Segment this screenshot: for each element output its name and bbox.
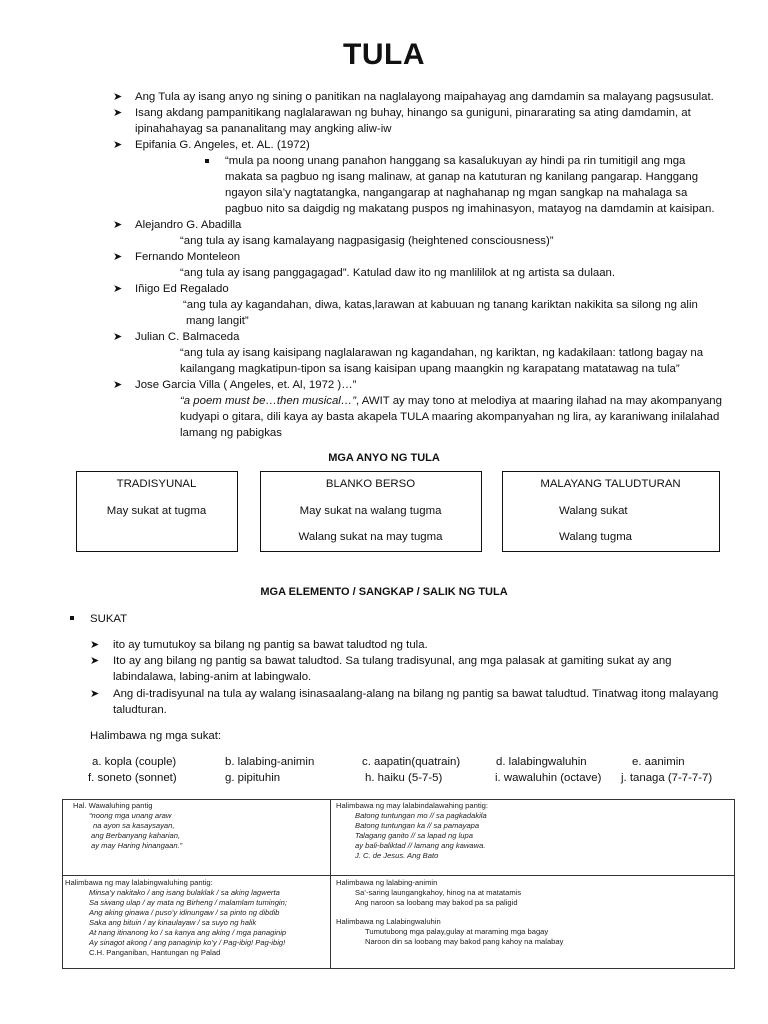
poem-line: Minsa’y nakitako / ang isang bulaklak / sa aking lagwerta <box>89 888 280 897</box>
example-item: d. lalabingwaluhin <box>496 756 587 768</box>
box-line: Walang sukat <box>559 505 628 517</box>
author-name: Alejandro G. Abadilla <box>135 219 242 231</box>
arrow-bullet-icon: ➤ <box>113 139 123 151</box>
square-bullet-icon <box>70 616 74 620</box>
box-line: May sukat na walang tugma <box>299 505 442 517</box>
quote-line: “ang tula ay isang kamalayang nagpasigasig (heightened consciousness)” <box>180 235 554 247</box>
poem-credit: J. C. de Jesus. Ang Bato <box>355 851 439 860</box>
table-divider <box>63 875 734 876</box>
arrow-bullet-icon: ➤ <box>113 91 123 103</box>
arrow-bullet-icon: ➤ <box>113 379 123 391</box>
poem-line: Ang naroon sa loobang may bakod pa sa paligid <box>355 898 518 907</box>
page-title: TULA <box>343 38 425 71</box>
example-item: b. lalabing-animin <box>225 756 315 768</box>
box-title: TRADISYUNAL <box>116 478 197 490</box>
author-name: Jose Garcia Villa ( Angeles, et. Al, 1972 )…” <box>135 379 357 391</box>
example-item: c. aapatin(quatrain) <box>362 756 461 768</box>
arrow-bullet-icon: ➤ <box>113 331 123 343</box>
poem-line: na ayon sa kasaysayan, <box>93 821 175 830</box>
box-title: MALAYANG TALUDTURAN <box>540 478 681 490</box>
definition-line: ipinahahayag sa pananalitang may angking aliw-iw <box>135 123 392 135</box>
poem-line: Batong tuntungan mo // sa pagkadakila <box>355 811 487 820</box>
section-heading-anyo: MGA ANYO NG TULA <box>328 452 440 464</box>
anyo-box-malayang-taludturan <box>502 471 720 552</box>
author-name: Epifania G. Angeles, et. AL. (1972) <box>135 139 310 151</box>
quote-continuation: , AWIT ay may tono at melodiya at maaring ilahad na may akompanyang <box>356 395 722 407</box>
poem-line: Sa’-saring laungangkahoy, hinog na at matatamis <box>355 888 522 897</box>
example-item: h. haiku (5-7-5) <box>365 772 443 784</box>
box-line: May sukat at tugma <box>106 505 207 517</box>
example-item: g. pipituhin <box>225 772 281 784</box>
arrow-bullet-icon: ➤ <box>113 219 123 231</box>
example-item: a. kopla (couple) <box>92 756 177 768</box>
box-line: Walang sukat na may tugma <box>298 531 443 543</box>
example-item: e. aanimin <box>632 756 685 768</box>
sukat-line: taludturan. <box>113 704 167 716</box>
arrow-bullet-icon: ➤ <box>113 251 123 263</box>
poem-line: Naroon din sa loobang may bakod pang kahoy na malabay <box>365 937 564 946</box>
arrow-bullet-icon: ➤ <box>90 639 100 651</box>
poem-line: ay may Haring hinangaan.” <box>91 841 183 850</box>
cell-title: Halimbawa ng may lalabingwaluhing pantig: <box>65 878 213 887</box>
section-heading-elemento: MGA ELEMENTO / SANGKAP / SALIK NG TULA <box>260 586 508 598</box>
poem-line: Batong tuntungan ka // sa pamayapa <box>355 821 480 830</box>
arrow-bullet-icon: ➤ <box>113 283 123 295</box>
examples-label: Halimbawa ng mga sukat: <box>90 730 222 742</box>
quote-line: mang langit” <box>186 315 249 327</box>
anyo-box-tradisyunal <box>76 471 238 552</box>
examples-table <box>62 799 735 969</box>
quote-line: lamang ng pabigkas <box>180 427 282 439</box>
sukat-line: Ang di-tradisyunal na tula ay walang isinasaalang-alang na bilang ng pantig sa bawat taludtud. Tinatwag itong malayang <box>113 688 719 700</box>
quote-line: makata sa pagbuo ng isang malinaw, at ganap na katuturan ng kanilang pangarap. Hanggang <box>225 171 699 183</box>
poem-line: Ay sinagot akong / ang panaginip ko’y / Pag-ibig! Pag-ibig! <box>89 938 286 947</box>
author-name: Julian C. Balmaceda <box>135 331 240 343</box>
table-divider <box>330 800 331 968</box>
arrow-bullet-icon: ➤ <box>113 107 123 119</box>
cell-title: Hal. Wawaluhing pantig <box>73 801 153 810</box>
poem-line: Talagang ganito // sa lapad ng lupa <box>355 831 473 840</box>
cell-title: Halimbawa ng may lalabindalawahing pantig: <box>336 801 488 810</box>
italic-quote: “a poem must be…then musical…” <box>180 395 356 407</box>
quote-line: “mula pa noong unang panahon hanggang sa kasalukuyan ay hindi pa rin tumitigil ang mga <box>225 155 686 167</box>
poem-line: Tumutubong mga palay,gulay at maraming mga bagay <box>365 927 549 936</box>
arrow-bullet-icon: ➤ <box>90 688 100 700</box>
poem-line: At nang itinanong ko / sa kanya ang aking / mga panaginip <box>89 928 287 937</box>
poem-line: Saka ang bituin / ay kinaulayaw / sa suyo ng halik <box>89 918 257 927</box>
quote-line: pagbuo nito sa daigdig ng makatang puspos ng imahinasyon, matayog na damdamin at kaisipan. <box>225 203 715 215</box>
sukat-line: ito ay tumutukoy sa bilang ng pantig sa bawat taludtod ng tula. <box>113 639 428 651</box>
poem-credit: C.H. Panganiban, Hantungan ng Palad <box>89 948 221 957</box>
cell-title: Halimbawa ng Lalabingwaluhin <box>336 917 441 926</box>
author-name: Iñigo Ed Regalado <box>135 283 229 295</box>
poem-line: “noong mga unang araw <box>89 811 172 820</box>
cell-title: Halimbawa ng lalabing-animin <box>336 878 438 887</box>
poem-line: ay bali-baliktad // lamang ang kawawa. <box>355 841 486 850</box>
sukat-line: Ito ay ang bilang ng pantig sa bawat taludtod. Sa tulang tradisyunal, ang mga palasak at gamiting sukat ay ang <box>113 655 672 667</box>
poem-line: Ang aking ginawa / puso’y idinungaw / sa pinto ng dibdib <box>89 908 280 917</box>
sukat-line: labindalawa, labing-anim at labingwalo. <box>113 671 312 683</box>
anyo-box-blanko-berso <box>260 471 482 552</box>
box-title: BLANKO BERSO <box>325 478 416 490</box>
arrow-bullet-icon: ➤ <box>90 655 100 667</box>
example-item: f. soneto (sonnet) <box>88 772 177 784</box>
square-bullet-icon <box>205 159 209 163</box>
quote-line: “ang tula ay kagandahan, diwa, katas,larawan at kabuuan ng tanang kariktan nakikita sa silong ng alin <box>183 299 698 311</box>
quote-line <box>180 393 722 409</box>
poem-line: Sa siwang ulap / ay mata ng Birheng / malamlam tumingin; <box>89 898 287 907</box>
example-item: i. wawaluhin (octave) <box>495 772 602 784</box>
quote-line: “ang tula ay isang kaisipang naglalarawan ng kagandahan, ng kariktan, ng kadakilaan: tatlong bagay na <box>180 347 704 359</box>
quote-line: “ang tula ay isang panggagagad”. Katulad daw ito ng manlililok at ng artista sa dulaan. <box>180 267 616 279</box>
definition-line: Isang akdang pampanitikang naglalarawan ng buhay, hinango sa guniguni, pinararating sa ating damdamin, at <box>135 107 691 119</box>
author-name: Fernando Monteleon <box>135 251 241 263</box>
subsection-label-sukat: SUKAT <box>90 613 128 625</box>
quote-line: kailangang magkatipun-tipon sa isang kaisipan upang maangkin ng karapatang matatawag na tula” <box>180 363 680 375</box>
definition-line: Ang Tula ay isang anyo ng sining o panitikan na naglalayong maipahayag ang damdamin sa malayang pagsusulat. <box>135 91 714 103</box>
example-item: j. tanaga (7-7-7-7) <box>621 772 713 784</box>
quote-line: kudyapi o gitara, dili kaya ay basta akapela TULA maaring akompanyahan ng lira, ay karaniwang inilalahad <box>180 411 720 423</box>
quote-line: ngayon sila’y nagtatangka, nangangarap at naghahanap ng mgan sangkap na mahalaga sa <box>225 187 688 199</box>
poem-line: ang Berbanyang kaharian, <box>91 831 181 840</box>
box-line: Walang tugma <box>559 531 633 543</box>
